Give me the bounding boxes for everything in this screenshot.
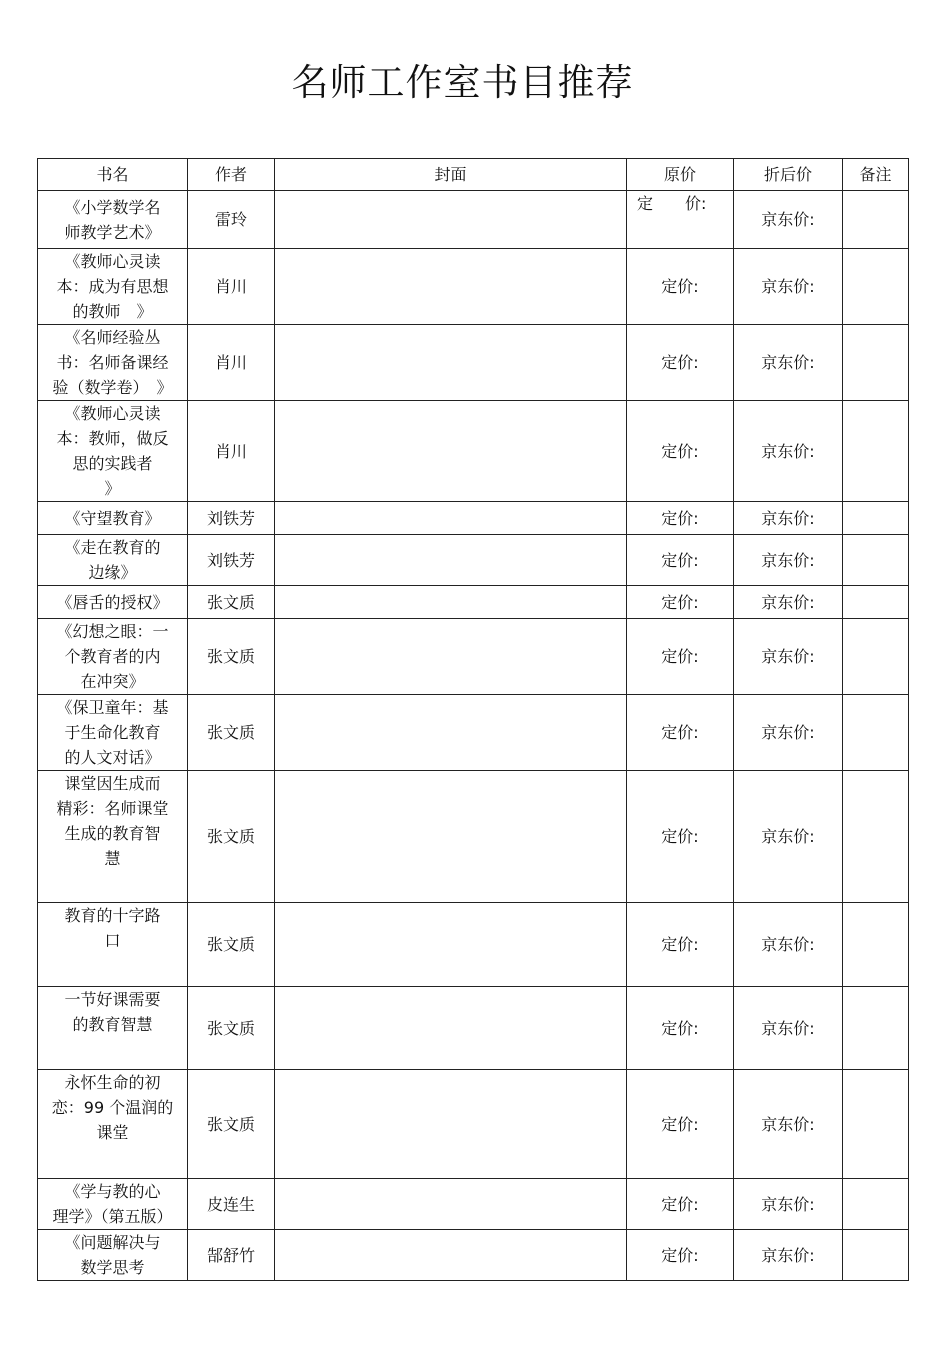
book-name-cell: 一节好课需要 的教育智慧 (38, 987, 188, 1070)
cover-cell (275, 249, 627, 325)
table-row (38, 1070, 909, 1179)
book-name-cell: 永怀生命的初 恋：99 个温润的 课堂 (38, 1070, 188, 1179)
notes-cell (843, 695, 909, 771)
cover-cell (275, 502, 627, 535)
price-cell: 定价: (627, 325, 734, 401)
notes-cell (843, 249, 909, 325)
notes-cell (843, 1230, 909, 1281)
book-name-cell: 教育的十字路 口 (38, 903, 188, 987)
price-cell: 定价: (627, 619, 734, 695)
column-header-author: 作者 (188, 159, 275, 191)
table-row (38, 191, 909, 249)
price-cell: 定价: (627, 586, 734, 619)
discount-price-cell: 京东价: (734, 401, 843, 502)
author-cell: 肖川 (188, 325, 275, 401)
table-row (38, 325, 909, 401)
price-cell: 定价: (627, 1179, 734, 1230)
table-row (38, 502, 909, 535)
price-cell: 定价: (627, 903, 734, 987)
author-cell: 张文质 (188, 771, 275, 903)
notes-cell (843, 1179, 909, 1230)
author-cell: 刘铁芳 (188, 502, 275, 535)
author-cell: 张文质 (188, 1070, 275, 1179)
cover-cell (275, 191, 627, 249)
cover-cell (275, 771, 627, 903)
book-name-cell: 《学与教的心 理学》（第五版） (38, 1179, 188, 1230)
notes-cell (843, 401, 909, 502)
author-cell: 张文质 (188, 903, 275, 987)
page-title: 名师工作室书目推荐 (291, 61, 634, 104)
discount-price-cell: 京东价: (734, 619, 843, 695)
notes-cell (843, 619, 909, 695)
cover-cell (275, 1179, 627, 1230)
notes-cell (843, 535, 909, 586)
author-cell: 张文质 (188, 695, 275, 771)
discount-price-cell: 京东价: (734, 249, 843, 325)
price-cell: 定价: (627, 771, 734, 903)
discount-price-cell: 京东价: (734, 502, 843, 535)
book-name-cell: 《幻想之眼：一 个教育者的内 在冲突》 (38, 619, 188, 695)
author-cell: 雷玲 (188, 191, 275, 249)
table-row (38, 1230, 909, 1281)
cover-cell (275, 619, 627, 695)
column-header-price: 原价 (627, 159, 734, 191)
table-row (38, 771, 909, 903)
notes-cell (843, 903, 909, 987)
table-row (38, 535, 909, 586)
table-row (38, 401, 909, 502)
column-header-notes: 备注 (843, 159, 909, 191)
discount-price-cell: 京东价: (734, 695, 843, 771)
discount-price-cell: 京东价: (734, 191, 843, 249)
cover-cell (275, 1070, 627, 1179)
author-cell: 刘铁芳 (188, 535, 275, 586)
table-row (38, 903, 909, 987)
table-row (38, 586, 909, 619)
notes-cell (843, 586, 909, 619)
book-name-cell: 《教师心灵读 本：成为有思想 的教师 》 (38, 249, 188, 325)
price-cell: 定价: (627, 1070, 734, 1179)
table-row (38, 249, 909, 325)
table-row (38, 695, 909, 771)
book-name-cell: 《问题解决与 数学思考 (38, 1230, 188, 1281)
author-cell: 张文质 (188, 586, 275, 619)
book-name-cell: 《走在教育的 边缘》 (38, 535, 188, 586)
discount-price-cell: 京东价: (734, 586, 843, 619)
column-header-name: 书名 (38, 159, 188, 191)
author-cell: 皮连生 (188, 1179, 275, 1230)
author-cell: 肖川 (188, 249, 275, 325)
book-name-cell: 《教师心灵读 本：教师，做反 思的实践者 》 (38, 401, 188, 502)
cover-cell (275, 586, 627, 619)
discount-price-cell: 京东价: (734, 987, 843, 1070)
notes-cell (843, 771, 909, 903)
book-table (37, 158, 909, 1281)
price-cell: 定价: (627, 987, 734, 1070)
price-cell: 定价: (627, 1230, 734, 1281)
author-cell: 张文质 (188, 619, 275, 695)
price-cell: 定价: (627, 695, 734, 771)
cover-cell (275, 535, 627, 586)
discount-price-cell: 京东价: (734, 903, 843, 987)
book-name-cell: 课堂因生成而 精彩：名师课堂 生成的教育智 慧 (38, 771, 188, 903)
cover-cell (275, 903, 627, 987)
price-cell: 定价: (627, 535, 734, 586)
book-name-cell: 《守望教育》 (38, 502, 188, 535)
author-cell: 肖川 (188, 401, 275, 502)
notes-cell (843, 325, 909, 401)
table-row (38, 619, 909, 695)
discount-price-cell: 京东价: (734, 1070, 843, 1179)
column-header-discount: 折后价 (734, 159, 843, 191)
notes-cell (843, 1070, 909, 1179)
cover-cell (275, 401, 627, 502)
book-name-cell: 《小学数学名 师教学艺术》 (38, 191, 188, 249)
discount-price-cell: 京东价: (734, 771, 843, 903)
discount-price-cell: 京东价: (734, 1230, 843, 1281)
table-header-row (38, 159, 909, 191)
discount-price-cell: 京东价: (734, 1179, 843, 1230)
price-cell: 定价: (627, 401, 734, 502)
book-name-cell: 《名师经验丛 书：名师备课经 验（数学卷） 》 (38, 325, 188, 401)
price-cell: 定价: (627, 249, 734, 325)
discount-price-cell: 京东价: (734, 535, 843, 586)
notes-cell (843, 502, 909, 535)
author-cell: 张文质 (188, 987, 275, 1070)
cover-cell (275, 325, 627, 401)
notes-cell (843, 987, 909, 1070)
author-cell: 郜舒竹 (188, 1230, 275, 1281)
price-cell: 定 价: (627, 191, 734, 249)
cover-cell (275, 1230, 627, 1281)
cover-cell (275, 695, 627, 771)
column-header-cover: 封面 (275, 159, 627, 191)
book-name-cell: 《唇舌的授权》 (38, 586, 188, 619)
table-row (38, 987, 909, 1070)
book-name-cell: 《保卫童年：基 于生命化教育 的人文对话》 (38, 695, 188, 771)
discount-price-cell: 京东价: (734, 325, 843, 401)
notes-cell (843, 191, 909, 249)
price-cell: 定价: (627, 502, 734, 535)
table-row (38, 1179, 909, 1230)
cover-cell (275, 987, 627, 1070)
